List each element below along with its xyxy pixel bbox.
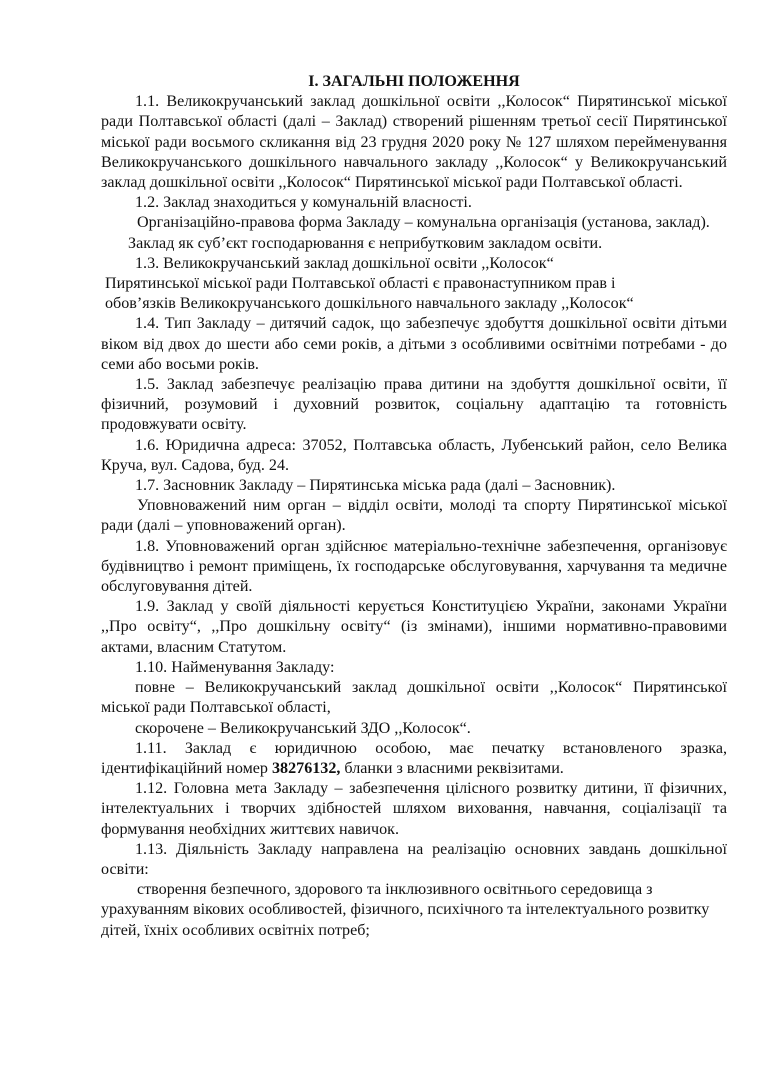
paragraph-1-12: 1.12. Головна мета Закладу – забезпечення цілісного розвитку дитини, її фізичних, інтелектуальних і творчих здібностей шляхом виховання, навчання, соціалізації та формування необхідних життєвих навичок. [101,780,727,838]
paragraph-1-2: 1.2. Заклад знаходиться у комунальній власності. [135,194,472,212]
paragraph-1-10-full-name: повне – Великокручанський заклад дошкільної освіти ,,Колосок“ Пирятинської міської ради Полтавської області, [101,679,727,717]
paragraph-1-10-short-name: скорочене – Великокручанський ЗДО ,,Колосок“. [135,719,471,737]
paragraph-1-3-line1: 1.3. Великокручанський заклад дошкільної освіти ,,Колосок“ [135,254,554,272]
paragraph-1-1: 1.1. Великокручанський заклад дошкільної освіти ,,Колосок“ Пирятинської міської ради Полтавської області (далі – Заклад) створений рішенням третьої сесії Пирятинської міської ради восьмого скликання від 23 грудня 2020 року № 127 шляхом перейменування Великокручанського дошкільного навчального закладу ,,Колосок“ у Великокручанський заклад дошкільної освіти ,,Колосок“ Пирятинської міської ради Полтавської області. [101,93,727,192]
paragraph-1-7: 1.7. Засновник Закладу – Пирятинська міська рада (далі – Засновник). [135,477,616,495]
paragraph-1-10: 1.10. Найменування Закладу: [135,658,335,676]
paragraph-1-5: 1.5. Заклад забезпечує реалізацію права дитини на здобуття дошкільної освіти, її фізичний, розумовий і духовний розвиток, соціальну адаптацію та готовність продовжувати освіту. [101,376,727,434]
paragraph-1-11-text-b: бланки з власними реквізитами. [340,759,564,777]
identification-number: 38276132, [272,759,341,777]
section-heading: I. ЗАГАЛЬНІ ПОЛОЖЕННЯ [308,73,520,90]
paragraph-1-11 [101,739,727,779]
paragraph-1-7-authority: Уповноважений ним орган – відділ освіти, молоді та спорту Пирятинської міської ради (далі – уповноважений орган). [101,497,727,535]
paragraph-1-8: 1.8. Уповноважений орган здійснює матеріально-технічне забезпечення, організовує будівництво і ремонт приміщень, їх господарське обслуговування, харчування та медичне обслуговування дітей. [101,537,727,596]
paragraph-1-9: 1.9. Заклад у своїй діяльності керується Конституцією України, законами України ,,Про освіту“, ,,Про дошкільну освіту“ (із змінами), іншими нормативно-правовими актами, власним Статутом. [101,598,727,656]
paragraph-1-6: 1.6. Юридична адреса: 37052, Полтавська область, Лубенський район, село Велика Круча, вул. Садова, буд. 24. [101,436,727,474]
paragraph-1-3-line2: Пирятинської міської ради Полтавської області є правонаступником прав і [105,275,616,293]
paragraph-1-11-text-a: 1.11. Заклад є юридичною особою, має печатку встановленого зразка, ідентифікаційний номер [101,739,727,777]
paragraph-1-13-task: створення безпечного, здорового та інклюзивного освітнього середовища з урахуванням вікових особливостей, фізичного, психічного та інтелектуального розвитку дітей, їхніх особливих освітніх потреб; [101,881,710,939]
paragraph-1-2-nonprofit: Заклад як суб’єкт господарювання є неприбутковим закладом освіти. [128,234,603,252]
paragraph-1-2-form: Організаційно-правова форма Закладу – комунальна організація (установа, заклад). [137,214,710,232]
paragraph-1-13: 1.13. Діяльність Закладу направлена на реалізацію основних завдань дошкільної освіти: [101,840,727,878]
paragraph-1-3-line3: обов’язків Великокручанського дошкільного навчального закладу ,,Колосок“ [105,295,634,313]
paragraph-1-4: 1.4. Тип Закладу – дитячий садок, що забезпечує здобуття дошкільної освіти дітьми віком від двох до шести або семи років, а дітьми з особливими освітніми потребами - до семи або восьми років. [101,315,727,373]
